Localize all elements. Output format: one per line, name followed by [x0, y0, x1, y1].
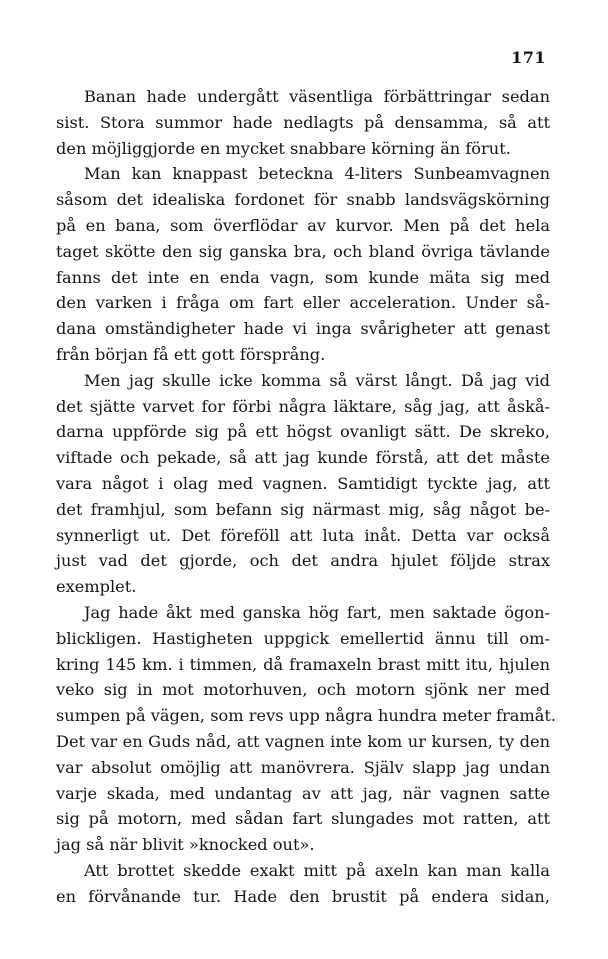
text-line: dana omständigheter hade vi inga svårigheter att genast: [56, 319, 550, 339]
text-line: veko sig in mot motorhuven, och motorn sjönk ner med: [56, 680, 550, 700]
text-line: Men jag skulle icke komma så värst långt. Då jag vid: [84, 370, 550, 390]
text-line: jag så när blivit »knocked out».: [56, 835, 315, 855]
text-line: taget skötte den sig ganska bra, och bland övriga tävlande: [56, 241, 550, 261]
text-line: från början få ett gott försprång.: [56, 344, 326, 364]
text-line: det framhjul, som befann sig närmast mig, såg något be-: [56, 499, 550, 519]
text-line: såsom det idealiska fordonet för snabb landsvägskörning: [56, 190, 550, 210]
text-line: den varken i fråga om fart eller acceleration. Under så-: [56, 293, 550, 313]
page-number: 171: [511, 48, 546, 67]
text-line: sig på motorn, med sådan fart slungades mot ratten, att: [56, 809, 550, 829]
text-line: Att brottet skedde exakt mitt på axeln kan man kalla: [84, 860, 550, 880]
text-line: Man kan knappast beteckna 4-liters Sunbeamvagnen: [84, 164, 550, 184]
text-line: en förvånande tur. Hade den brustit på endera sidan,: [56, 886, 550, 906]
text-line: varje skada, med undantag av att jag, när vagnen satte: [56, 783, 550, 803]
text-line: viftade och pekade, så att jag kunde förstå, att det måste: [56, 448, 550, 468]
text-line: fanns det inte en enda vagn, som kunde mäta sig med: [56, 267, 550, 287]
text-line: blickligen. Hastigheten uppgick emellertid ännu till om-: [56, 628, 550, 648]
text-line: det sjätte varvet for förbi några läktare, såg jag, att åskå-: [56, 396, 550, 416]
text-line: Banan hade undergått väsentliga förbättringar sedan: [84, 87, 550, 106]
text-line: var absolut omöjlig att manövrera. Själv slapp jag undan: [56, 757, 550, 777]
text-line: synnerligt ut. Det föreföll att luta inåt. Detta var också: [56, 525, 550, 545]
text-line: just vad det gjorde, och det andra hjulet följde strax: [56, 551, 550, 571]
text-line: den möjliggjorde en mycket snabbare körning än förut.: [56, 138, 511, 158]
text-line: sumpen på vägen, som revs upp några hundra meter framåt.: [56, 706, 557, 726]
text-line: Det var en Guds nåd, att vagnen inte kom ur kursen, ty den: [56, 731, 550, 751]
text-line: vara något i olag med vagnen. Samtidigt tyckte jag, att: [56, 473, 550, 493]
text-line: på en bana, som överflödar av kurvor. Men på det hela: [56, 215, 550, 235]
text-line: darna uppförde sig på ett högst ovanligt sätt. De skreko,: [56, 422, 550, 442]
body-text: [56, 84, 557, 910]
text-line: sist. Stora summor hade nedlagts på densamma, så att: [56, 112, 550, 132]
text-line: kring 145 km. i timmen, då framaxeln brast mitt itu, hjulen: [56, 654, 550, 674]
text-line: Jag hade åkt med ganska hög fart, men saktade ögon-: [84, 602, 550, 622]
text-line: exemplet.: [56, 577, 137, 597]
